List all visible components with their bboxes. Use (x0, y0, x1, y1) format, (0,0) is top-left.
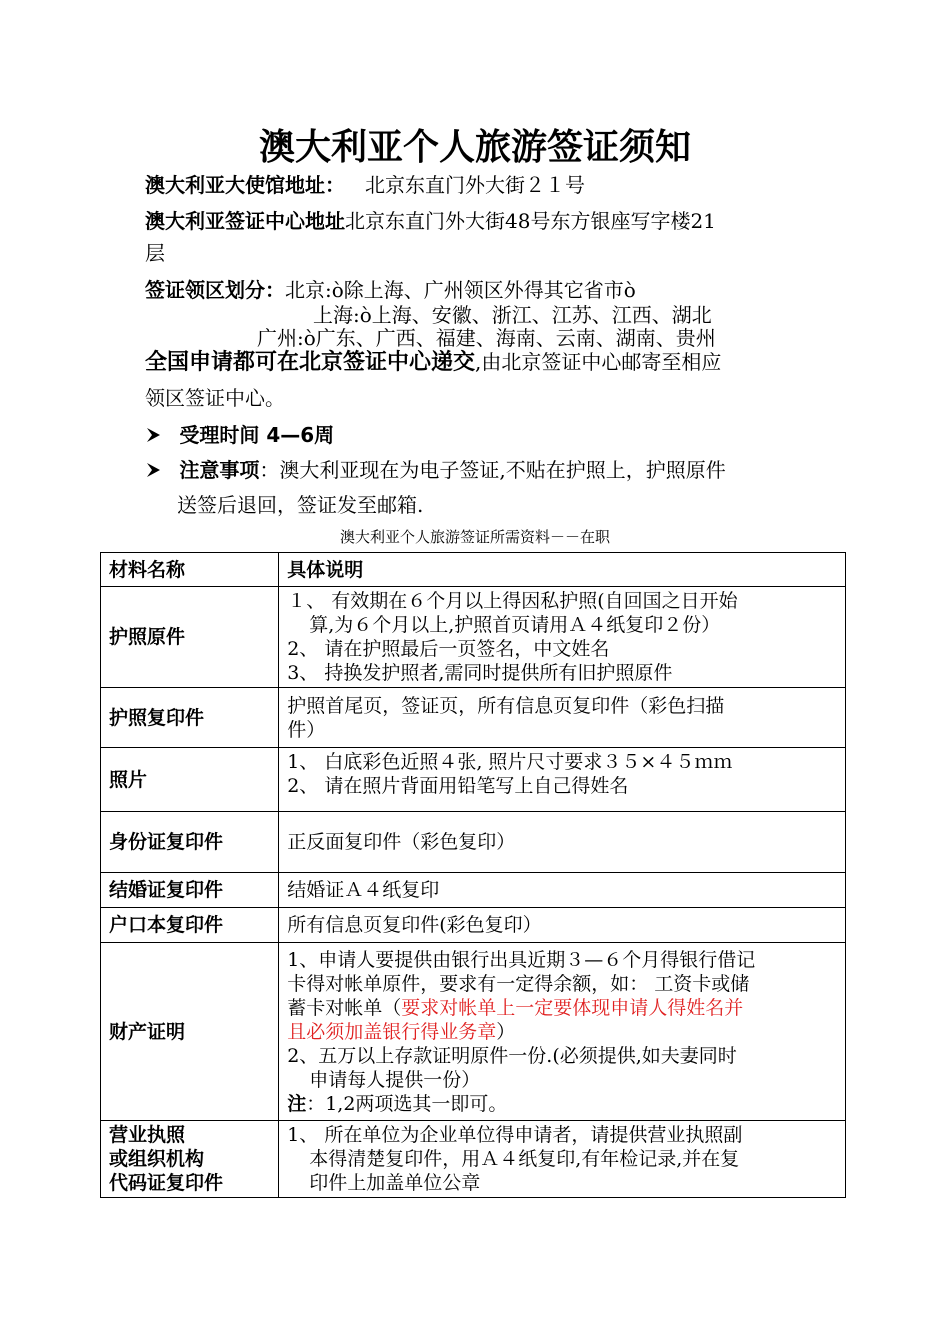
header-detail: 具体说明 (279, 553, 846, 587)
table-row (101, 1121, 846, 1198)
table-caption: 澳大利亚个人旅游签证所需资料－－在职 (339, 528, 610, 546)
detail-line: 算,为６个月以上,护照首页请用Ａ４纸复印２份） (309, 614, 721, 636)
requirements-table (100, 552, 846, 1198)
notice (145, 455, 726, 485)
table-row (101, 908, 846, 943)
row-detail (279, 587, 846, 688)
detail-line: 2、 请在照片背面用铅笔写上自己得姓名 (287, 775, 629, 797)
header-name: 材料名称 (101, 553, 279, 587)
vfs-value-cont: 层 (145, 241, 165, 265)
detail-line (287, 996, 837, 1020)
detail-line: 2、 请在护照最后一页签名，中文姓名 (287, 638, 610, 660)
row-detail (279, 748, 846, 812)
note-line (287, 1092, 837, 1116)
note-label: 注 (287, 1092, 307, 1115)
table-row (101, 873, 846, 908)
note-text: ：1,2两项选其一即可。 (306, 1092, 508, 1115)
detail-line: 卡得对帐单原件，要求有一定得余额，如： 工资卡或储 (287, 972, 750, 995)
row-name-line: 或组织机构 (109, 1148, 205, 1170)
jurisdiction-shanghai: 上海:ò上海、安徽、浙江、江苏、江西、湖北 (313, 303, 712, 327)
detail-line: 1、申请人要提供由银行出具近期３—６个月得银行借记 (287, 948, 756, 971)
detail-line: 护照首尾页，签证页，所有信息页复印件（彩色扫描 (287, 694, 725, 717)
embassy-address (145, 170, 585, 200)
row-name: 户口本复印件 (101, 908, 279, 943)
detail-line: 3、 持换发护照者,需同时提供所有旧护照原件 (287, 662, 673, 684)
detail-line: 本得清楚复印件，用Ａ４纸复印,有年检记录,并在复 (309, 1148, 740, 1170)
jurisdiction-beijing: 北京:ò除上海、广州领区外得其它省市ò (285, 278, 636, 302)
table-header-row (101, 553, 846, 587)
nationwide-bold: 全国申请都可在北京签证中心递交 (145, 350, 476, 375)
detail-line: 印件上加盖单位公章 (309, 1172, 481, 1194)
row-detail: 所有信息页复印件(彩色复印） (279, 908, 846, 943)
arrow-bullet-icon (145, 421, 161, 437)
row-name: 财产证明 (101, 943, 279, 1121)
highlight-text: 要求对帐单上一定要体现申请人得姓名并 (401, 996, 744, 1019)
detail-line: 申请每人提供一份） (309, 1068, 481, 1091)
nationwide-submission (145, 347, 721, 378)
highlight-text: 且必须加盖银行得业务章 (287, 1020, 497, 1043)
row-name-line: 代码证复印件 (109, 1172, 224, 1194)
row-name: 护照原件 (101, 587, 279, 688)
detail-line: 2、五万以上存款证明原件一份.(必须提供,如夫妻同时 (287, 1044, 737, 1067)
notice-text: ：澳大利亚现在为电子签证,不贴在护照上，护照原件 (259, 458, 726, 482)
notice-text-cont: 送签后退回，签证发至邮箱. (177, 493, 424, 517)
detail-line (287, 1020, 837, 1044)
nationwide-rest: ,由北京签证中心邮寄至相应 (475, 350, 722, 374)
row-name-line: 营业执照 (109, 1124, 186, 1146)
row-name: 护照复印件 (101, 688, 279, 748)
table-row (101, 812, 846, 873)
notice-label: 注意事项 (179, 458, 260, 482)
row-name: 结婚证复印件 (101, 873, 279, 908)
vfs-label: 澳大利亚签证中心地址 (145, 209, 345, 233)
detail-line: 1、 白底彩色近照４张, 照片尺寸要求３５×４５ｍｍ (287, 751, 733, 773)
detail-line: 1、 所在单位为企业单位得申请者，请提供营业执照副 (287, 1124, 743, 1146)
table-row (101, 688, 846, 748)
row-name (101, 1121, 279, 1198)
embassy-value: 北京东直门外大街２１号 (365, 173, 585, 197)
table-row (101, 587, 846, 688)
detail-line: 件） (287, 718, 326, 741)
row-name: 照片 (101, 748, 279, 812)
row-detail (279, 688, 846, 748)
embassy-label: 澳大利亚大使馆地址： (145, 173, 345, 197)
row-name: 身份证复印件 (101, 812, 279, 873)
jurisdiction-guangzhou: 广州:ò广东、广西、福建、海南、云南、湖南、贵州 (257, 326, 716, 350)
vfs-address (145, 206, 716, 236)
row-detail: 正反面复印件（彩色复印） (279, 812, 846, 873)
detail-text: 蓄卡对帐单（ (287, 996, 402, 1019)
page-title: 澳大利亚个人旅游签证须知 (258, 127, 691, 168)
arrow-bullet-icon (145, 456, 161, 472)
nationwide-rest-cont: 领区签证中心。 (145, 386, 285, 410)
detail-line: １、 有效期在６个月以上得因私护照(自回国之日开始 (287, 590, 738, 612)
row-detail (279, 943, 846, 1121)
table-row (101, 943, 846, 1121)
row-detail (279, 1121, 846, 1198)
processing-time (145, 420, 334, 450)
jurisdiction-label: 签证领区划分： (145, 278, 285, 302)
row-detail: 结婚证Ａ４纸复印 (279, 873, 846, 908)
table-row (101, 748, 846, 812)
detail-text: ） (496, 1020, 516, 1043)
vfs-value: 北京东直门外大街48号东方银座写字楼21 (345, 209, 716, 233)
processing-label: 受理时间 4—6周 (179, 423, 335, 447)
